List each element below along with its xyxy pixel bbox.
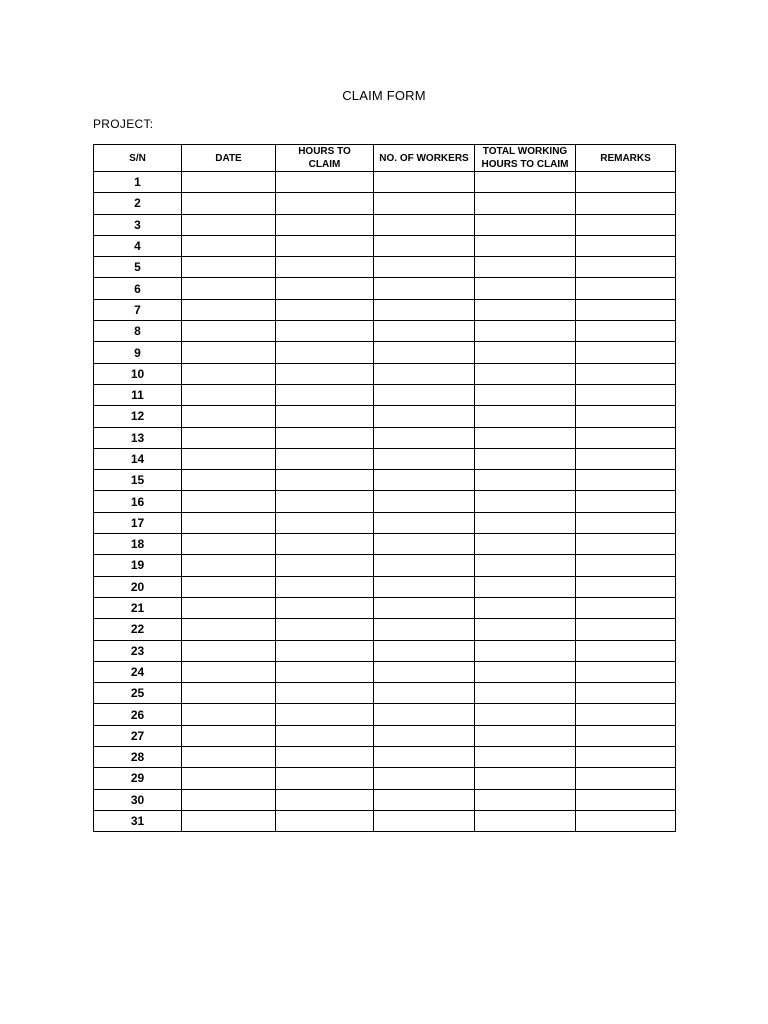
table-row: [94, 704, 676, 725]
cell-date[interactable]: [182, 406, 276, 427]
cell-no-of-workers[interactable]: [374, 321, 475, 342]
cell-total-working-hours[interactable]: [475, 789, 576, 810]
cell-sn: 2: [94, 193, 182, 214]
table-row: [94, 406, 676, 427]
project-label: PROJECT:: [93, 117, 154, 131]
table-row: [94, 725, 676, 746]
table-row: [94, 172, 676, 193]
cell-sn: 11: [94, 384, 182, 405]
cell-sn: 16: [94, 491, 182, 512]
cell-remarks[interactable]: [576, 384, 676, 405]
cell-no-of-workers[interactable]: [374, 555, 475, 576]
header-hours-to-claim: [276, 145, 374, 172]
cell-date[interactable]: [182, 725, 276, 746]
header-date-label: DATE: [215, 152, 242, 164]
cell-hours-to-claim[interactable]: [276, 768, 374, 789]
cell-remarks[interactable]: [576, 661, 676, 682]
cell-no-of-workers[interactable]: [374, 448, 475, 469]
cell-no-of-workers[interactable]: [374, 384, 475, 405]
cell-no-of-workers[interactable]: [374, 299, 475, 320]
cell-total-working-hours[interactable]: [475, 704, 576, 725]
cell-no-of-workers[interactable]: [374, 619, 475, 640]
cell-remarks[interactable]: [576, 619, 676, 640]
table-row: [94, 512, 676, 533]
cell-date[interactable]: [182, 789, 276, 810]
table-row: [94, 810, 676, 831]
cell-remarks[interactable]: [576, 704, 676, 725]
cell-date[interactable]: [182, 704, 276, 725]
cell-date[interactable]: [182, 810, 276, 831]
cell-remarks[interactable]: [576, 448, 676, 469]
cell-sn: 27: [94, 725, 182, 746]
cell-hours-to-claim[interactable]: [276, 470, 374, 491]
cell-date[interactable]: [182, 214, 276, 235]
cell-sn: 13: [94, 427, 182, 448]
cell-sn: 26: [94, 704, 182, 725]
cell-remarks[interactable]: [576, 363, 676, 384]
cell-hours-to-claim[interactable]: [276, 342, 374, 363]
cell-no-of-workers[interactable]: [374, 214, 475, 235]
cell-sn: 31: [94, 810, 182, 831]
cell-date[interactable]: [182, 555, 276, 576]
table-row: [94, 321, 676, 342]
cell-total-working-hours[interactable]: [475, 576, 576, 597]
cell-hours-to-claim[interactable]: [276, 321, 374, 342]
table-row: [94, 448, 676, 469]
cell-total-working-hours[interactable]: [475, 278, 576, 299]
cell-sn: 29: [94, 768, 182, 789]
cell-remarks[interactable]: [576, 555, 676, 576]
cell-total-working-hours[interactable]: [475, 725, 576, 746]
header-row: [94, 145, 676, 172]
header-remarks: [576, 145, 676, 172]
cell-no-of-workers[interactable]: [374, 661, 475, 682]
cell-remarks[interactable]: [576, 810, 676, 831]
cell-no-of-workers[interactable]: [374, 534, 475, 555]
cell-hours-to-claim[interactable]: [276, 278, 374, 299]
cell-date[interactable]: [182, 747, 276, 768]
cell-date[interactable]: [182, 768, 276, 789]
header-total-working-hours-label: TOTAL WORKING HOURS TO CLAIM: [481, 146, 569, 170]
cell-remarks[interactable]: [576, 342, 676, 363]
cell-sn: 30: [94, 789, 182, 810]
cell-no-of-workers[interactable]: [374, 491, 475, 512]
cell-sn: 10: [94, 363, 182, 384]
cell-remarks[interactable]: [576, 683, 676, 704]
cell-date[interactable]: [182, 172, 276, 193]
cell-date[interactable]: [182, 278, 276, 299]
cell-sn: 22: [94, 619, 182, 640]
table-row: [94, 534, 676, 555]
cell-total-working-hours[interactable]: [475, 448, 576, 469]
cell-hours-to-claim[interactable]: [276, 214, 374, 235]
cell-sn: 23: [94, 640, 182, 661]
cell-sn: 8: [94, 321, 182, 342]
cell-no-of-workers[interactable]: [374, 576, 475, 597]
cell-remarks[interactable]: [576, 235, 676, 256]
cell-date[interactable]: [182, 491, 276, 512]
cell-total-working-hours[interactable]: [475, 555, 576, 576]
cell-total-working-hours[interactable]: [475, 810, 576, 831]
cell-remarks[interactable]: [576, 257, 676, 278]
cell-total-working-hours[interactable]: [475, 619, 576, 640]
cell-hours-to-claim[interactable]: [276, 810, 374, 831]
header-total-working-hours: [475, 145, 576, 172]
cell-date[interactable]: [182, 534, 276, 555]
table-row: [94, 214, 676, 235]
cell-date[interactable]: [182, 619, 276, 640]
table-row: [94, 555, 676, 576]
cell-remarks[interactable]: [576, 406, 676, 427]
cell-hours-to-claim[interactable]: [276, 640, 374, 661]
table-row: [94, 278, 676, 299]
cell-sn: 14: [94, 448, 182, 469]
table-row: [94, 661, 676, 682]
table-row: [94, 491, 676, 512]
cell-sn: 19: [94, 555, 182, 576]
cell-total-working-hours[interactable]: [475, 768, 576, 789]
cell-no-of-workers[interactable]: [374, 704, 475, 725]
claim-table: [93, 144, 676, 832]
cell-total-working-hours[interactable]: [475, 470, 576, 491]
cell-hours-to-claim[interactable]: [276, 448, 374, 469]
cell-hours-to-claim[interactable]: [276, 172, 374, 193]
table-row: [94, 619, 676, 640]
cell-sn: 3: [94, 214, 182, 235]
cell-remarks[interactable]: [576, 299, 676, 320]
cell-hours-to-claim[interactable]: [276, 555, 374, 576]
cell-total-working-hours[interactable]: [475, 342, 576, 363]
table-row: [94, 342, 676, 363]
cell-sn: 6: [94, 278, 182, 299]
cell-date[interactable]: [182, 363, 276, 384]
cell-no-of-workers[interactable]: [374, 512, 475, 533]
cell-no-of-workers[interactable]: [374, 278, 475, 299]
header-sn-label: S/N: [129, 152, 146, 164]
cell-remarks[interactable]: [576, 491, 676, 512]
cell-date[interactable]: [182, 342, 276, 363]
cell-remarks[interactable]: [576, 427, 676, 448]
cell-date[interactable]: [182, 257, 276, 278]
cell-date[interactable]: [182, 448, 276, 469]
cell-remarks[interactable]: [576, 512, 676, 533]
cell-remarks[interactable]: [576, 534, 676, 555]
cell-total-working-hours[interactable]: [475, 299, 576, 320]
cell-sn: 17: [94, 512, 182, 533]
header-hours-to-claim-label: HOURS TO CLAIM: [298, 146, 351, 170]
cell-no-of-workers[interactable]: [374, 342, 475, 363]
cell-sn: 28: [94, 747, 182, 768]
cell-total-working-hours[interactable]: [475, 172, 576, 193]
cell-remarks[interactable]: [576, 470, 676, 491]
table-row: [94, 597, 676, 618]
cell-date[interactable]: [182, 597, 276, 618]
cell-date[interactable]: [182, 427, 276, 448]
cell-remarks[interactable]: [576, 597, 676, 618]
cell-sn: 9: [94, 342, 182, 363]
cell-hours-to-claim[interactable]: [276, 512, 374, 533]
form-title: CLAIM FORM: [342, 88, 426, 103]
cell-date[interactable]: [182, 384, 276, 405]
cell-total-working-hours[interactable]: [475, 257, 576, 278]
cell-hours-to-claim[interactable]: [276, 704, 374, 725]
cell-no-of-workers[interactable]: [374, 640, 475, 661]
cell-no-of-workers[interactable]: [374, 810, 475, 831]
cell-remarks[interactable]: [576, 640, 676, 661]
table-row: [94, 683, 676, 704]
cell-date[interactable]: [182, 193, 276, 214]
cell-sn: 12: [94, 406, 182, 427]
cell-sn: 18: [94, 534, 182, 555]
cell-sn: 20: [94, 576, 182, 597]
cell-total-working-hours[interactable]: [475, 534, 576, 555]
cell-no-of-workers[interactable]: [374, 193, 475, 214]
cell-no-of-workers[interactable]: [374, 725, 475, 746]
cell-hours-to-claim[interactable]: [276, 747, 374, 768]
cell-date[interactable]: [182, 661, 276, 682]
cell-sn: 24: [94, 661, 182, 682]
cell-no-of-workers[interactable]: [374, 172, 475, 193]
cell-remarks[interactable]: [576, 768, 676, 789]
cell-remarks[interactable]: [576, 576, 676, 597]
cell-sn: 21: [94, 597, 182, 618]
cell-sn: 4: [94, 235, 182, 256]
cell-total-working-hours[interactable]: [475, 235, 576, 256]
header-date: [182, 145, 276, 172]
cell-hours-to-claim[interactable]: [276, 427, 374, 448]
cell-no-of-workers[interactable]: [374, 257, 475, 278]
cell-hours-to-claim[interactable]: [276, 789, 374, 810]
header-remarks-label: REMARKS: [600, 152, 651, 164]
cell-date[interactable]: [182, 321, 276, 342]
cell-hours-to-claim[interactable]: [276, 257, 374, 278]
table-row: [94, 768, 676, 789]
table-row: [94, 576, 676, 597]
cell-no-of-workers[interactable]: [374, 768, 475, 789]
header-sn: [94, 145, 182, 172]
cell-date[interactable]: [182, 512, 276, 533]
cell-remarks[interactable]: [576, 172, 676, 193]
cell-hours-to-claim[interactable]: [276, 491, 374, 512]
table-row: [94, 363, 676, 384]
cell-date[interactable]: [182, 299, 276, 320]
cell-hours-to-claim[interactable]: [276, 406, 374, 427]
cell-remarks[interactable]: [576, 789, 676, 810]
cell-total-working-hours[interactable]: [475, 640, 576, 661]
cell-no-of-workers[interactable]: [374, 470, 475, 491]
cell-remarks[interactable]: [576, 747, 676, 768]
cell-hours-to-claim[interactable]: [276, 576, 374, 597]
cell-remarks[interactable]: [576, 214, 676, 235]
cell-no-of-workers[interactable]: [374, 789, 475, 810]
table-row: [94, 747, 676, 768]
cell-hours-to-claim[interactable]: [276, 299, 374, 320]
table-row: [94, 257, 676, 278]
table-body: [94, 172, 676, 832]
cell-hours-to-claim[interactable]: [276, 683, 374, 704]
cell-no-of-workers[interactable]: [374, 235, 475, 256]
table-row: [94, 299, 676, 320]
cell-no-of-workers[interactable]: [374, 406, 475, 427]
cell-remarks[interactable]: [576, 321, 676, 342]
cell-hours-to-claim[interactable]: [276, 619, 374, 640]
table-row: [94, 193, 676, 214]
table-header: [94, 145, 676, 172]
cell-sn: 5: [94, 257, 182, 278]
cell-remarks[interactable]: [576, 193, 676, 214]
cell-total-working-hours[interactable]: [475, 661, 576, 682]
cell-date[interactable]: [182, 576, 276, 597]
cell-total-working-hours[interactable]: [475, 321, 576, 342]
cell-total-working-hours[interactable]: [475, 512, 576, 533]
cell-sn: 1: [94, 172, 182, 193]
cell-sn: 7: [94, 299, 182, 320]
cell-total-working-hours[interactable]: [475, 683, 576, 704]
cell-hours-to-claim[interactable]: [276, 235, 374, 256]
cell-no-of-workers[interactable]: [374, 747, 475, 768]
cell-hours-to-claim[interactable]: [276, 384, 374, 405]
cell-date[interactable]: [182, 470, 276, 491]
header-no-of-workers-label: NO. OF WORKERS: [379, 152, 469, 164]
cell-total-working-hours[interactable]: [475, 363, 576, 384]
table-row: [94, 235, 676, 256]
cell-total-working-hours[interactable]: [475, 406, 576, 427]
table-row: [94, 789, 676, 810]
cell-total-working-hours[interactable]: [475, 214, 576, 235]
cell-date[interactable]: [182, 235, 276, 256]
cell-hours-to-claim[interactable]: [276, 725, 374, 746]
cell-total-working-hours[interactable]: [475, 747, 576, 768]
cell-hours-to-claim[interactable]: [276, 193, 374, 214]
cell-remarks[interactable]: [576, 725, 676, 746]
cell-sn: 25: [94, 683, 182, 704]
cell-hours-to-claim[interactable]: [276, 661, 374, 682]
cell-no-of-workers[interactable]: [374, 683, 475, 704]
header-no-of-workers: [374, 145, 475, 172]
table-row: [94, 427, 676, 448]
table-row: [94, 640, 676, 661]
cell-total-working-hours[interactable]: [475, 491, 576, 512]
cell-date[interactable]: [182, 640, 276, 661]
cell-hours-to-claim[interactable]: [276, 363, 374, 384]
cell-sn: 15: [94, 470, 182, 491]
cell-remarks[interactable]: [576, 278, 676, 299]
cell-total-working-hours[interactable]: [475, 427, 576, 448]
cell-no-of-workers[interactable]: [374, 597, 475, 618]
cell-date[interactable]: [182, 683, 276, 704]
table-row: [94, 470, 676, 491]
cell-hours-to-claim[interactable]: [276, 534, 374, 555]
cell-total-working-hours[interactable]: [475, 193, 576, 214]
table-row: [94, 384, 676, 405]
cell-hours-to-claim[interactable]: [276, 597, 374, 618]
cell-total-working-hours[interactable]: [475, 597, 576, 618]
cell-no-of-workers[interactable]: [374, 427, 475, 448]
cell-no-of-workers[interactable]: [374, 363, 475, 384]
cell-total-working-hours[interactable]: [475, 384, 576, 405]
